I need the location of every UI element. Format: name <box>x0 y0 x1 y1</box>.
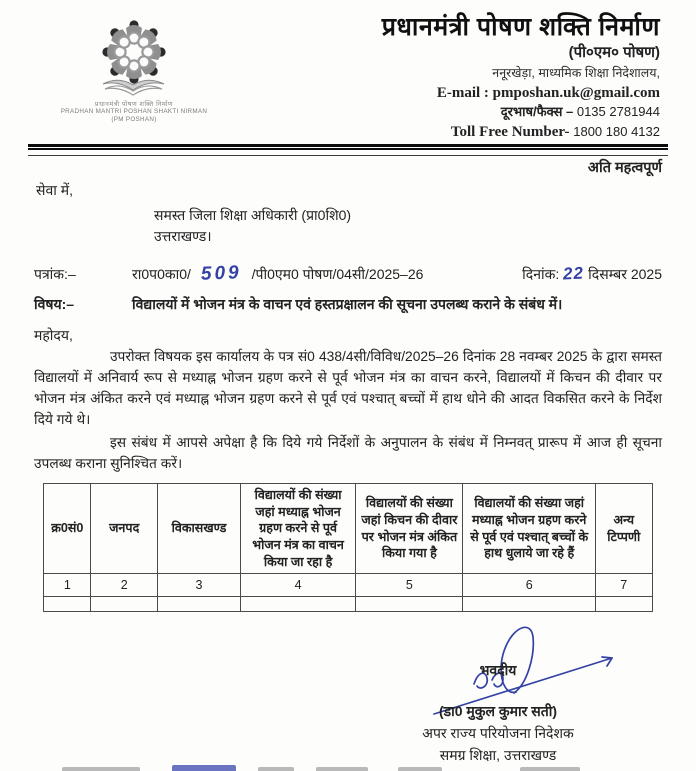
tollfree-line <box>234 123 660 142</box>
number-cell: 2 <box>91 574 158 597</box>
table-header-row <box>44 484 652 574</box>
letterhead <box>34 0 662 141</box>
empty-cell <box>356 597 463 612</box>
email-line <box>234 84 660 103</box>
recipient-block <box>34 181 662 247</box>
report-format-table <box>43 483 652 612</box>
recipient-salutation: सेवा में, <box>36 182 74 199</box>
logo-caption-english: PRADHAN MANTRI POSHAN SHAKTI NIRMAN <box>60 108 208 115</box>
number-cell: 6 <box>463 574 596 597</box>
divider-thick <box>28 144 668 150</box>
subject-text: विद्यालयों में भोजन मंत्र के वाचन एवं हस्तप्रक्षालन की सूचना उपलब्ध कराने के संबंध में। <box>132 296 563 313</box>
header-serial: क्र0सं0 <box>44 484 91 574</box>
subject-label: विषय:– <box>34 296 75 313</box>
tollfree-label: Toll Free Number- <box>450 123 574 140</box>
number-cell: 1 <box>44 574 91 597</box>
letterhead-text <box>234 12 662 141</box>
subject-line <box>34 295 662 314</box>
email-label: E-mail : <box>436 84 493 101</box>
table-empty-row <box>44 597 652 612</box>
table-number-row <box>44 574 652 597</box>
signature-block <box>358 660 638 765</box>
empty-cell <box>595 597 652 612</box>
empty-cell <box>91 597 158 612</box>
org-title: प्रधानमंत्री पोषण शक्ति निर्माण <box>381 13 660 41</box>
tollfree-value: 1800 180 4132 <box>573 123 660 139</box>
logo-caption-hindi: प्रधानमंत्री पोषण शक्ति निर्माण <box>94 101 174 108</box>
body-salutation: महोदय, <box>34 327 73 344</box>
closing-word: भवदीय <box>479 662 517 679</box>
recipient-line-2: उत्तराखण्ड। <box>154 228 212 245</box>
logo <box>34 12 234 141</box>
ref-date-label: दिनांक: <box>522 266 560 283</box>
signatory-designation-2: समग्र शिक्षा, उत्तराखण्ड <box>439 747 557 764</box>
logo-caption-english-2: (PM POSHAN) <box>111 115 157 123</box>
ref-number-prefix: रा0प0का0/ <box>132 266 191 283</box>
empty-cell <box>240 597 356 612</box>
header-mantra-recited: विद्यालयों की संख्या जहां मध्याह्न भोजन ग्रहण करने से पूर्व भोजन मंत्र का वाचन किया जा रहा है <box>240 484 356 574</box>
ref-label: पत्रांक:– <box>34 266 76 283</box>
header-handwash: विद्यालयों की संख्या जहां मध्याह्न भोजन ग्रहण करने से पूर्व एवं पश्चात् बच्चों के हाथ धुलाये जा रहे हैं <box>463 484 596 574</box>
phone-line <box>234 104 660 120</box>
header-block: विकासखण्ड <box>158 484 241 574</box>
reference-line <box>34 263 662 285</box>
ref-number-suffix: /पी0एम0 पोषण/04सी/2025–26 <box>251 266 424 283</box>
org-address: ननूरखेड़ा, माध्यमिक शिक्षा निदेशालय, <box>492 66 660 80</box>
empty-cell <box>44 597 91 612</box>
ref-number-handwritten: 509 <box>200 262 242 286</box>
priority-note: अति महत्वपूर्ण <box>587 160 662 177</box>
number-cell: 5 <box>356 574 463 597</box>
phone-label: दूरभाष/फैक्स – <box>500 104 577 120</box>
body-paragraph-2: इस संबंध में आपसे अपेक्षा है कि दिये गये निर्देशों के अनुपालन के संबंध में निम्नवत् प्रारूप में आज ही सूचना उपलब्ध कराना सुनिश्चित करें। <box>34 435 662 472</box>
number-cell: 3 <box>158 574 241 597</box>
recipient-line-1: समस्त जिला शिक्षा अधिकारी (प्रा0शि0) <box>154 207 352 224</box>
org-subtitle: (पी०एम० पोषण) <box>568 44 660 62</box>
divider-thin <box>28 155 668 156</box>
email-value: pmposhan.uk@gmail.com <box>492 84 660 101</box>
header-mantra-painted: विद्यालयों की संख्या जहां किचन की दीवार पर भोजन मंत्र अंकित किया गया है <box>356 484 463 574</box>
empty-cell <box>463 597 596 612</box>
ref-date-handwritten: 22 <box>562 263 585 284</box>
empty-cell <box>158 597 241 612</box>
number-cell: 7 <box>595 574 652 597</box>
body-paragraph-1: उपरोक्त विषयक इस कार्यालय के पत्र सं0 438/4सी/विविध/2025–26 दिनांक 28 नवम्बर 2025 के द्वारा समस्त विद्यालयों में अनिवार्य रूप से मध्याह्न भोजन ग्रहण करने से पूर्व भोजन मंत्र का वाचन करने, विद्यालयों में किचन की दीवार पर भोजन मंत्र अंकित करने एवं मध्याह्न भोजन ग्रहण करने से पूर्व एवं पश्चात् बच्चों में हाथ धोने की आदत विकसित करने के निर्देश दिये गये थे। <box>34 349 662 428</box>
pm-poshan-emblem-icon <box>91 18 177 98</box>
header-district: जनपद <box>91 484 158 574</box>
phone-value: 0135 2781944 <box>576 104 660 120</box>
signatory-name: (डा0 मुकुल कुमार सती) <box>438 702 558 719</box>
header-remarks: अन्य टिप्पणी <box>595 484 652 574</box>
signatory-designation-1: अपर राज्य परियोजना निदेशक <box>422 724 574 741</box>
ref-date-suffix: दिसम्बर 2025 <box>588 266 662 283</box>
cutoff-bottom-line <box>0 762 696 771</box>
number-cell: 4 <box>240 574 356 597</box>
